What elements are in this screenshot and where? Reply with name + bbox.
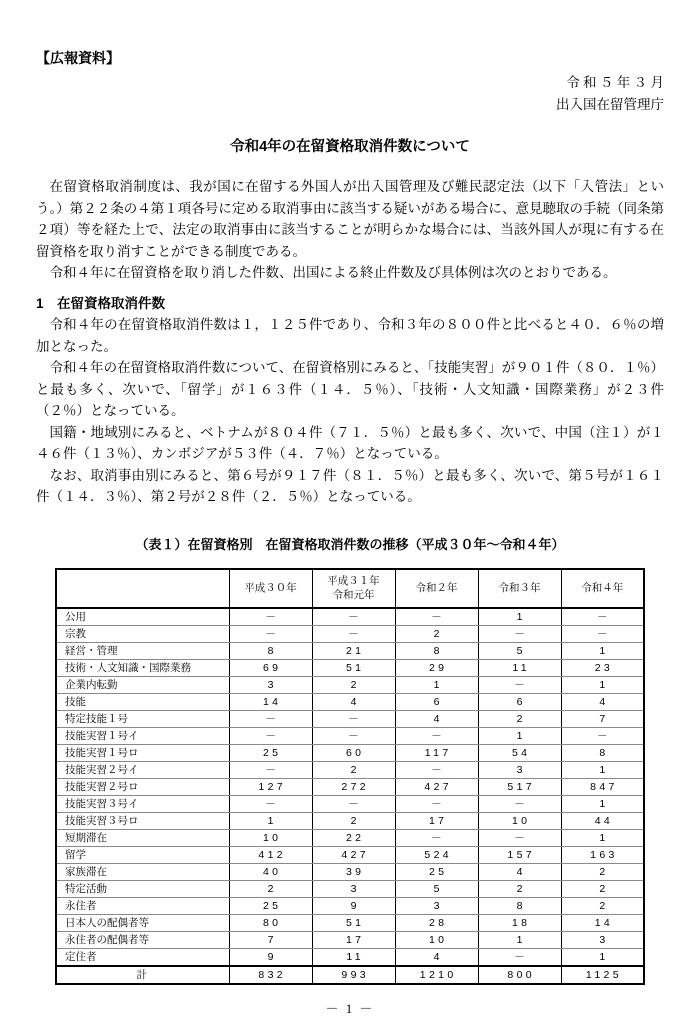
count-cell: [561, 625, 644, 642]
table-row: [56, 948, 644, 966]
count-value: 1: [516, 729, 526, 742]
table-row: [56, 744, 644, 761]
count-cell: [229, 625, 312, 642]
table-row: [56, 761, 644, 778]
count-value: －: [596, 730, 611, 743]
status-label: 家族滞在: [56, 863, 229, 880]
count-cell: [229, 812, 312, 829]
count-value: 127: [258, 780, 286, 793]
page-title: 令和4年の在留資格取消件数について: [230, 139, 470, 156]
count-cell: [478, 642, 561, 659]
count-value: 44: [594, 814, 614, 827]
count-cell: [312, 693, 395, 710]
count-cell: [312, 795, 395, 812]
table-row: [56, 829, 644, 846]
count-value: 2: [350, 814, 360, 827]
count-cell: [395, 863, 478, 880]
revocation-count-table: [55, 568, 645, 985]
count-value: 3: [516, 763, 526, 776]
count-cell: [229, 863, 312, 880]
count-value: 6: [433, 695, 443, 708]
table-row: [56, 863, 644, 880]
status-label: 日本人の配偶者等: [56, 914, 229, 931]
count-cell: [312, 744, 395, 761]
paragraph: 国籍・地域別にみると、ベトナムが８０４件（７１．５％）と最も多く、次いで、中国（注１）が１４６件（１３％）、カンボジアが５３件（４．７％）となっている。: [36, 424, 664, 462]
count-cell: [312, 846, 395, 863]
count-cell: [561, 812, 644, 829]
count-value: －: [348, 713, 363, 726]
count-cell: [561, 897, 644, 914]
table-row: [56, 727, 644, 744]
count-value: 517: [507, 780, 535, 793]
count-value: 1: [599, 831, 609, 844]
count-cell: [561, 880, 644, 897]
table-row: [56, 676, 644, 693]
count-value: 23: [594, 661, 614, 674]
paragraph: 令和４年に在留資格を取り消した件数、出国による終止件数及び具体例は次のとおりである。: [49, 265, 617, 281]
count-cell: [395, 608, 478, 626]
count-value: 157: [507, 848, 535, 861]
count-cell: [395, 625, 478, 642]
count-value: 40: [262, 865, 282, 878]
year-column-header: 平成３０年: [229, 569, 312, 608]
status-label: 経営・管理: [56, 642, 229, 659]
count-cell: [561, 676, 644, 693]
count-value: 10: [428, 933, 448, 946]
count-value: 8: [599, 746, 609, 759]
count-value: 7: [599, 712, 609, 725]
issue-date: 令 和 ５ 年 ３ 月: [566, 75, 664, 90]
table-row: [56, 880, 644, 897]
count-cell: [478, 659, 561, 676]
count-value: －: [348, 798, 363, 811]
count-cell: [312, 966, 395, 984]
count-value: 427: [341, 848, 369, 861]
status-label: 技能実習１号ロ: [56, 744, 229, 761]
table1-caption: （表１）在留資格別 在留資格取消件数の推移（平成３０年～令和４年）: [135, 536, 565, 552]
count-value: 3: [267, 678, 277, 691]
count-value: 17: [345, 933, 365, 946]
year-column-header: 令和３年: [478, 569, 561, 608]
count-cell: [478, 608, 561, 626]
count-cell: [561, 642, 644, 659]
count-value: －: [265, 730, 280, 743]
table-row: [56, 642, 644, 659]
count-value: －: [431, 764, 446, 777]
count-value: 5: [516, 644, 526, 657]
count-value: 1: [599, 797, 609, 810]
count-cell: [478, 897, 561, 914]
status-label: 技能: [56, 693, 229, 710]
count-value: 2: [433, 627, 443, 640]
count-value: －: [431, 798, 446, 811]
count-value: 1210: [419, 968, 457, 981]
count-value: －: [596, 628, 611, 641]
count-cell: [561, 693, 644, 710]
count-value: 427: [424, 780, 452, 793]
count-cell: [561, 710, 644, 727]
table-row: [56, 914, 644, 931]
date-agency-block: [36, 72, 664, 115]
count-value: 4: [433, 712, 443, 725]
count-value: 18: [511, 916, 531, 929]
table-row: [56, 795, 644, 812]
table-row: [56, 778, 644, 795]
count-value: －: [514, 832, 529, 845]
count-cell: [478, 948, 561, 966]
count-value: 1: [433, 678, 443, 691]
count-cell: [478, 795, 561, 812]
count-cell: [229, 608, 312, 626]
table-row: [56, 659, 644, 676]
count-cell: [478, 625, 561, 642]
count-value: 2: [350, 763, 360, 776]
count-value: 60: [345, 746, 365, 759]
count-cell: [395, 914, 478, 931]
count-cell: [312, 642, 395, 659]
count-cell: [478, 727, 561, 744]
count-cell: [561, 948, 644, 966]
table-row: [56, 931, 644, 948]
table-row: [56, 625, 644, 642]
status-label: 留学: [56, 846, 229, 863]
count-value: 11: [512, 661, 530, 674]
count-value: －: [348, 628, 363, 641]
count-value: 412: [258, 848, 286, 861]
count-value: 5: [433, 882, 443, 895]
status-label: 技能実習２号イ: [56, 761, 229, 778]
count-value: －: [348, 611, 363, 624]
agency-name: 出入国在留管理庁: [556, 96, 664, 112]
count-cell: [229, 761, 312, 778]
count-value: 14: [262, 695, 282, 708]
doc-label: 【広報資料】: [36, 50, 120, 66]
paragraph: 令和４年の在留資格取消件数は１，１２５件であり、令和３年の８００件と比べると４０．６％の増加となった。: [36, 317, 664, 354]
count-value: 51: [345, 661, 365, 674]
count-value: 117: [424, 746, 452, 759]
status-label: 宗教: [56, 625, 229, 642]
count-value: 524: [424, 848, 452, 861]
count-value: 1: [599, 950, 609, 963]
count-cell: [229, 727, 312, 744]
status-label: 永住者: [56, 897, 229, 914]
count-value: －: [514, 951, 529, 964]
count-cell: [478, 676, 561, 693]
count-value: 4: [350, 695, 360, 708]
count-cell: [229, 948, 312, 966]
count-value: －: [514, 628, 529, 641]
table-header: [56, 569, 644, 608]
count-cell: [478, 931, 561, 948]
count-value: 17: [428, 814, 448, 827]
count-value: 80: [262, 916, 282, 929]
table-row: [56, 710, 644, 727]
corner-header-cell: [56, 569, 229, 608]
count-value: 1: [516, 610, 526, 623]
count-cell: [229, 795, 312, 812]
paragraph: なお、取消事由別にみると、第６号が９１７件（８１．５％）と最も多く、次いで、第５号が１６１件（１４．３％）、第２号が２８件（２．５％）となっている。: [36, 467, 664, 505]
count-value: －: [265, 611, 280, 624]
count-cell: [395, 659, 478, 676]
count-cell: [229, 931, 312, 948]
count-cell: [395, 846, 478, 863]
count-cell: [561, 795, 644, 812]
table-row: [56, 812, 644, 829]
count-value: －: [265, 628, 280, 641]
count-value: 8: [516, 899, 526, 912]
count-value: 3: [433, 899, 443, 912]
count-value: －: [348, 730, 363, 743]
count-value: －: [265, 798, 280, 811]
count-value: 7: [267, 933, 277, 946]
count-value: 10: [262, 831, 282, 844]
table-row: [56, 608, 644, 626]
count-value: 10: [511, 814, 531, 827]
count-value: 4: [599, 695, 609, 708]
status-label: 短期滞在: [56, 829, 229, 846]
status-label: 企業内転勤: [56, 676, 229, 693]
table-row: [56, 846, 644, 863]
status-label: 永住者の配偶者等: [56, 931, 229, 948]
count-value: 39: [345, 865, 365, 878]
count-cell: [395, 744, 478, 761]
count-cell: [229, 642, 312, 659]
count-cell: [561, 744, 644, 761]
count-value: 2: [599, 882, 609, 895]
count-value: 29: [428, 661, 448, 674]
status-label: 技能実習１号イ: [56, 727, 229, 744]
count-cell: [561, 846, 644, 863]
status-label: 特定技能１号: [56, 710, 229, 727]
count-cell: [312, 659, 395, 676]
count-value: 1: [267, 814, 277, 827]
count-value: 25: [262, 899, 282, 912]
count-value: 14: [594, 916, 614, 929]
count-cell: [561, 778, 644, 795]
count-cell: [229, 710, 312, 727]
count-value: 2: [516, 882, 526, 895]
count-cell: [312, 727, 395, 744]
count-cell: [229, 914, 312, 931]
count-value: 9: [267, 950, 277, 963]
count-value: 272: [341, 780, 369, 793]
count-cell: [312, 948, 395, 966]
count-cell: [395, 642, 478, 659]
count-value: 51: [345, 916, 365, 929]
header-row: [56, 569, 644, 608]
count-value: 800: [507, 968, 535, 981]
count-cell: [229, 966, 312, 984]
count-cell: [395, 727, 478, 744]
count-cell: [395, 829, 478, 846]
count-value: 993: [341, 968, 369, 981]
count-cell: [312, 914, 395, 931]
count-cell: [561, 931, 644, 948]
year-column-header: 平成３１年 令和元年: [312, 569, 395, 608]
count-cell: [312, 710, 395, 727]
status-label: 技能実習２号ロ: [56, 778, 229, 795]
count-cell: [561, 761, 644, 778]
count-cell: [561, 863, 644, 880]
count-value: 25: [428, 865, 448, 878]
count-value: －: [265, 713, 280, 726]
count-cell: [229, 778, 312, 795]
count-value: 25: [262, 746, 282, 759]
status-label: 技能実習３号ロ: [56, 812, 229, 829]
count-value: 163: [590, 848, 618, 861]
count-cell: [312, 880, 395, 897]
count-cell: [395, 795, 478, 812]
count-value: －: [431, 730, 446, 743]
count-cell: [561, 727, 644, 744]
count-cell: [312, 608, 395, 626]
count-value: －: [596, 611, 611, 624]
count-value: 8: [433, 644, 443, 657]
count-cell: [229, 744, 312, 761]
status-label: 定住者: [56, 948, 229, 966]
count-cell: [478, 812, 561, 829]
count-value: 2: [350, 678, 360, 691]
year-column-header: 令和４年: [561, 569, 644, 608]
count-cell: [312, 676, 395, 693]
count-cell: [478, 778, 561, 795]
year-column-header: 令和２年: [395, 569, 478, 608]
count-value: －: [265, 764, 280, 777]
count-value: 2: [599, 865, 609, 878]
count-cell: [312, 863, 395, 880]
count-value: 3: [599, 933, 609, 946]
count-cell: [478, 744, 561, 761]
section1-paragraphs: [36, 314, 664, 508]
count-cell: [395, 948, 478, 966]
count-cell: [312, 829, 395, 846]
count-cell: [561, 914, 644, 931]
count-cell: [229, 829, 312, 846]
status-label: 特定活動: [56, 880, 229, 897]
table-row: [56, 897, 644, 914]
page-number: － 1 －: [325, 1000, 375, 1016]
count-cell: [561, 966, 644, 984]
count-cell: [229, 676, 312, 693]
count-cell: [395, 693, 478, 710]
count-cell: [312, 897, 395, 914]
count-cell: [229, 897, 312, 914]
count-cell: [478, 761, 561, 778]
count-value: 2: [267, 882, 277, 895]
count-value: 21: [345, 644, 365, 657]
count-value: 11: [346, 950, 364, 963]
count-cell: [395, 931, 478, 948]
count-value: 22: [345, 831, 365, 844]
count-cell: [229, 880, 312, 897]
count-value: 832: [258, 968, 286, 981]
count-cell: [395, 676, 478, 693]
count-cell: [312, 761, 395, 778]
count-value: 54: [511, 746, 531, 759]
count-value: －: [514, 679, 529, 692]
count-cell: [229, 659, 312, 676]
status-label: 技術・人文知識・国際業務: [56, 659, 229, 676]
count-value: 69: [262, 661, 282, 674]
count-cell: [478, 710, 561, 727]
count-value: 3: [350, 882, 360, 895]
count-cell: [478, 863, 561, 880]
count-cell: [312, 778, 395, 795]
count-value: 847: [590, 780, 618, 793]
count-cell: [229, 693, 312, 710]
count-value: 8: [267, 644, 277, 657]
table-body: [56, 608, 644, 984]
count-cell: [229, 846, 312, 863]
count-cell: [478, 880, 561, 897]
total-label: 計: [56, 966, 229, 984]
count-cell: [478, 846, 561, 863]
count-cell: [312, 931, 395, 948]
count-value: 2: [516, 712, 526, 725]
count-value: 1125: [585, 968, 622, 981]
count-cell: [478, 914, 561, 931]
count-cell: [395, 761, 478, 778]
count-cell: [395, 812, 478, 829]
count-value: 1: [599, 763, 609, 776]
count-value: 6: [516, 695, 526, 708]
count-value: 2: [599, 899, 609, 912]
count-cell: [395, 897, 478, 914]
count-cell: [478, 693, 561, 710]
count-value: －: [431, 611, 446, 624]
count-cell: [478, 829, 561, 846]
count-cell: [312, 812, 395, 829]
count-cell: [395, 778, 478, 795]
count-value: 1: [599, 644, 609, 657]
paragraph: 在留資格取消制度は、我が国に在留する外国人が出入国管理及び難民認定法（以下「入管法」という。）第２２条の４第１項各号に定める取消事由に該当する疑いがある場合に、意見聴取の手続（同条第２項）等を経た上で、法定の取消事由に該当することが明らかな場合には、当該外国人が現に有する在留資格を取り消すことができる制度である。: [36, 179, 664, 259]
count-cell: [395, 710, 478, 727]
count-value: 4: [433, 950, 443, 963]
count-cell: [395, 966, 478, 984]
count-cell: [395, 880, 478, 897]
status-label: 公用: [56, 608, 229, 626]
count-cell: [478, 966, 561, 984]
paragraph: 令和４年の在留資格取消件数について、在留資格別にみると、「技能実習」が９０１件（８０．１％）と最も多く、次いで、「留学」が１６３件（１４．５％）、「技術・人文知識・国際業務」が２３件（２％）となっている。: [36, 360, 664, 419]
count-value: 9: [350, 899, 360, 912]
count-cell: [312, 625, 395, 642]
status-label: 技能実習３号イ: [56, 795, 229, 812]
count-value: 4: [516, 865, 526, 878]
count-value: －: [514, 798, 529, 811]
count-value: －: [431, 832, 446, 845]
count-cell: [561, 659, 644, 676]
table-row: [56, 693, 644, 710]
count-value: 1: [516, 933, 526, 946]
count-value: 28: [428, 916, 448, 929]
count-cell: [561, 608, 644, 626]
total-row: [56, 966, 644, 984]
intro-paragraphs: [36, 176, 664, 284]
section1-heading: 1 在留資格取消件数: [36, 295, 166, 311]
count-value: 1: [599, 678, 609, 691]
count-cell: [561, 829, 644, 846]
